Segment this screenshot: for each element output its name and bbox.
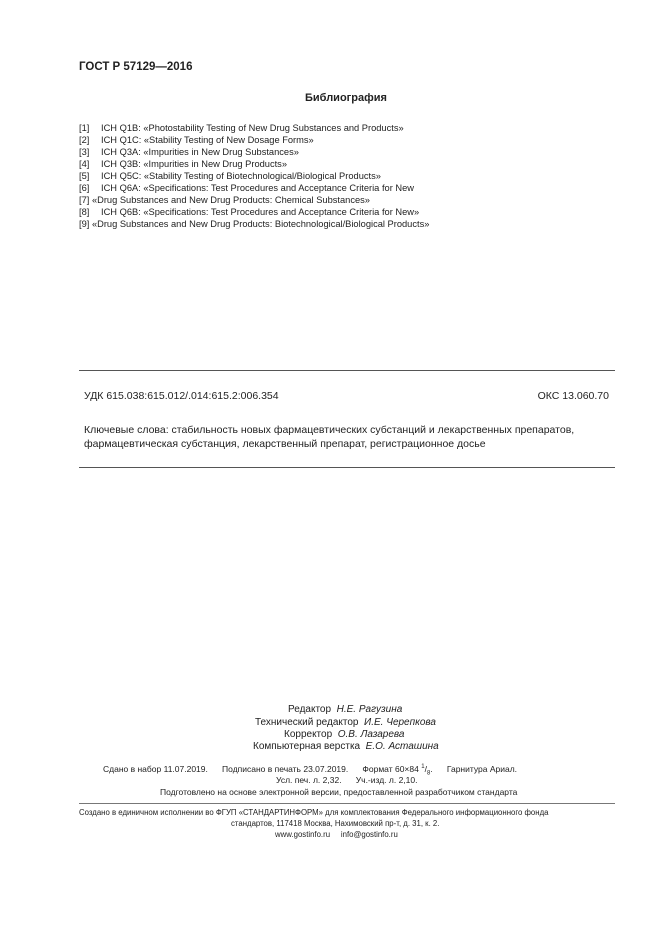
keywords-line-1: Ключевые слова: стабильность новых фармацевтических субстанций и лекарственных препаратов, — [84, 424, 575, 436]
item-number: [8] — [79, 207, 90, 217]
item-text: ICH Q1C: «Stability Testing of New Dosage Forms» — [101, 135, 314, 145]
item-text: ICH Q3A: «Impurities in New Drug Substances» — [101, 147, 299, 157]
item-number: [4] — [79, 159, 90, 169]
item-number: [5] — [79, 171, 90, 181]
bibliography-item — [79, 124, 404, 133]
bibliography-item — [79, 172, 381, 181]
item-number: [7] — [79, 195, 90, 205]
bibliography-title: Библиография — [305, 92, 387, 104]
item-text: «Drug Substances and New Drug Products: Biotechnological/Biological Products» — [91, 219, 430, 229]
bibliography-item — [79, 148, 299, 157]
item-number: [6] — [79, 183, 90, 193]
oks-code: ОКС 13.060.70 — [537, 390, 609, 402]
credit-tech-editor — [255, 717, 436, 728]
item-text: ICH Q1B: «Photostability Testing of New Drug Substances and Products» — [101, 123, 404, 133]
keywords-line-2: фармацевтическая субстанция, лекарственный препарат, регистрационное досье — [84, 438, 486, 450]
footer-contacts — [275, 830, 398, 839]
credit-editor — [288, 704, 402, 715]
item-number: [1] — [79, 123, 90, 133]
credit-proofreader — [284, 729, 404, 740]
standard-number: ГОСТ Р 57129—2016 — [79, 61, 193, 73]
footer-line-1: Создано в единичном исполнении во ФГУП «СТАНДАРТИНФОРМ» для комплектования Федерального информационного фонда — [79, 808, 549, 817]
bibliography-item — [79, 196, 370, 205]
imprint-pub-sheets: Уч.-изд. л. 2,10. — [355, 775, 418, 785]
item-number: [2] — [79, 135, 90, 145]
item-number: [9] — [79, 219, 90, 229]
bibliography-item — [79, 136, 314, 145]
credit-name: О.В. Лазарева — [337, 729, 405, 740]
imprint-line-2 — [276, 775, 417, 785]
bibliography-item — [79, 184, 414, 193]
imprint-format-text: Формат 60×84 — [362, 764, 419, 774]
format-fraction-num: 1 — [421, 764, 425, 771]
imprint-print-sheets: Усл. печ. л. 2,32. — [276, 775, 342, 785]
divider-footer — [79, 803, 615, 804]
format-fraction-den: 8 — [426, 770, 431, 777]
footer-website-link[interactable]: www.gostinfo.ru — [275, 830, 331, 839]
imprint-format: Формат 60×84 $^1/_8$. — [362, 764, 433, 777]
credit-role: Технический редактор — [255, 717, 359, 728]
divider-keywords — [79, 467, 615, 468]
bibliography-item — [79, 220, 429, 229]
item-text: ICH Q3B: «Impurities in New Drug Products» — [101, 159, 288, 169]
imprint-typeset-date: Сдано в набор 11.07.2019. — [103, 764, 208, 774]
imprint-print-date: Подписано в печать 23.07.2019. — [222, 764, 349, 774]
credit-name: Е.О. Асташина — [365, 741, 439, 752]
bibliography-item — [79, 160, 287, 169]
credit-name: И.Е. Черепкова — [364, 717, 436, 728]
item-number: [3] — [79, 147, 90, 157]
divider-top — [79, 370, 615, 371]
item-text: ICH Q6A: «Specifications: Test Procedures and Acceptance Criteria for New — [101, 183, 414, 193]
credit-layout — [253, 741, 439, 752]
credit-name: Н.Е. Рагузина — [336, 704, 403, 715]
imprint-line-3: Подготовлено на основе электронной версии, предоставленной разработчиком стандарта — [160, 787, 518, 797]
credit-role: Редактор — [288, 704, 332, 715]
udk-code: УДК 615.038:615.012/.014:615.2:006.354 — [84, 390, 279, 402]
bibliography-item — [79, 208, 419, 217]
credit-role: Компьютерная верстка — [253, 741, 361, 752]
footer-email-link[interactable]: info@gostinfo.ru — [340, 830, 398, 839]
item-text: ICH Q6B: «Specifications: Test Procedures and Acceptance Criteria for New» — [101, 207, 420, 217]
credit-role: Корректор — [284, 729, 333, 740]
imprint-typeface: Гарнитура Ариал. — [446, 764, 518, 774]
footer-line-2: стандартов, 117418 Москва, Нахимовский пр-т, д. 31, к. 2. — [231, 819, 440, 828]
item-text: ICH Q5C: «Stability Testing of Biotechnological/Biological Products» — [101, 171, 381, 181]
item-text: «Drug Substances and New Drug Products: Chemical Substances» — [91, 195, 370, 205]
